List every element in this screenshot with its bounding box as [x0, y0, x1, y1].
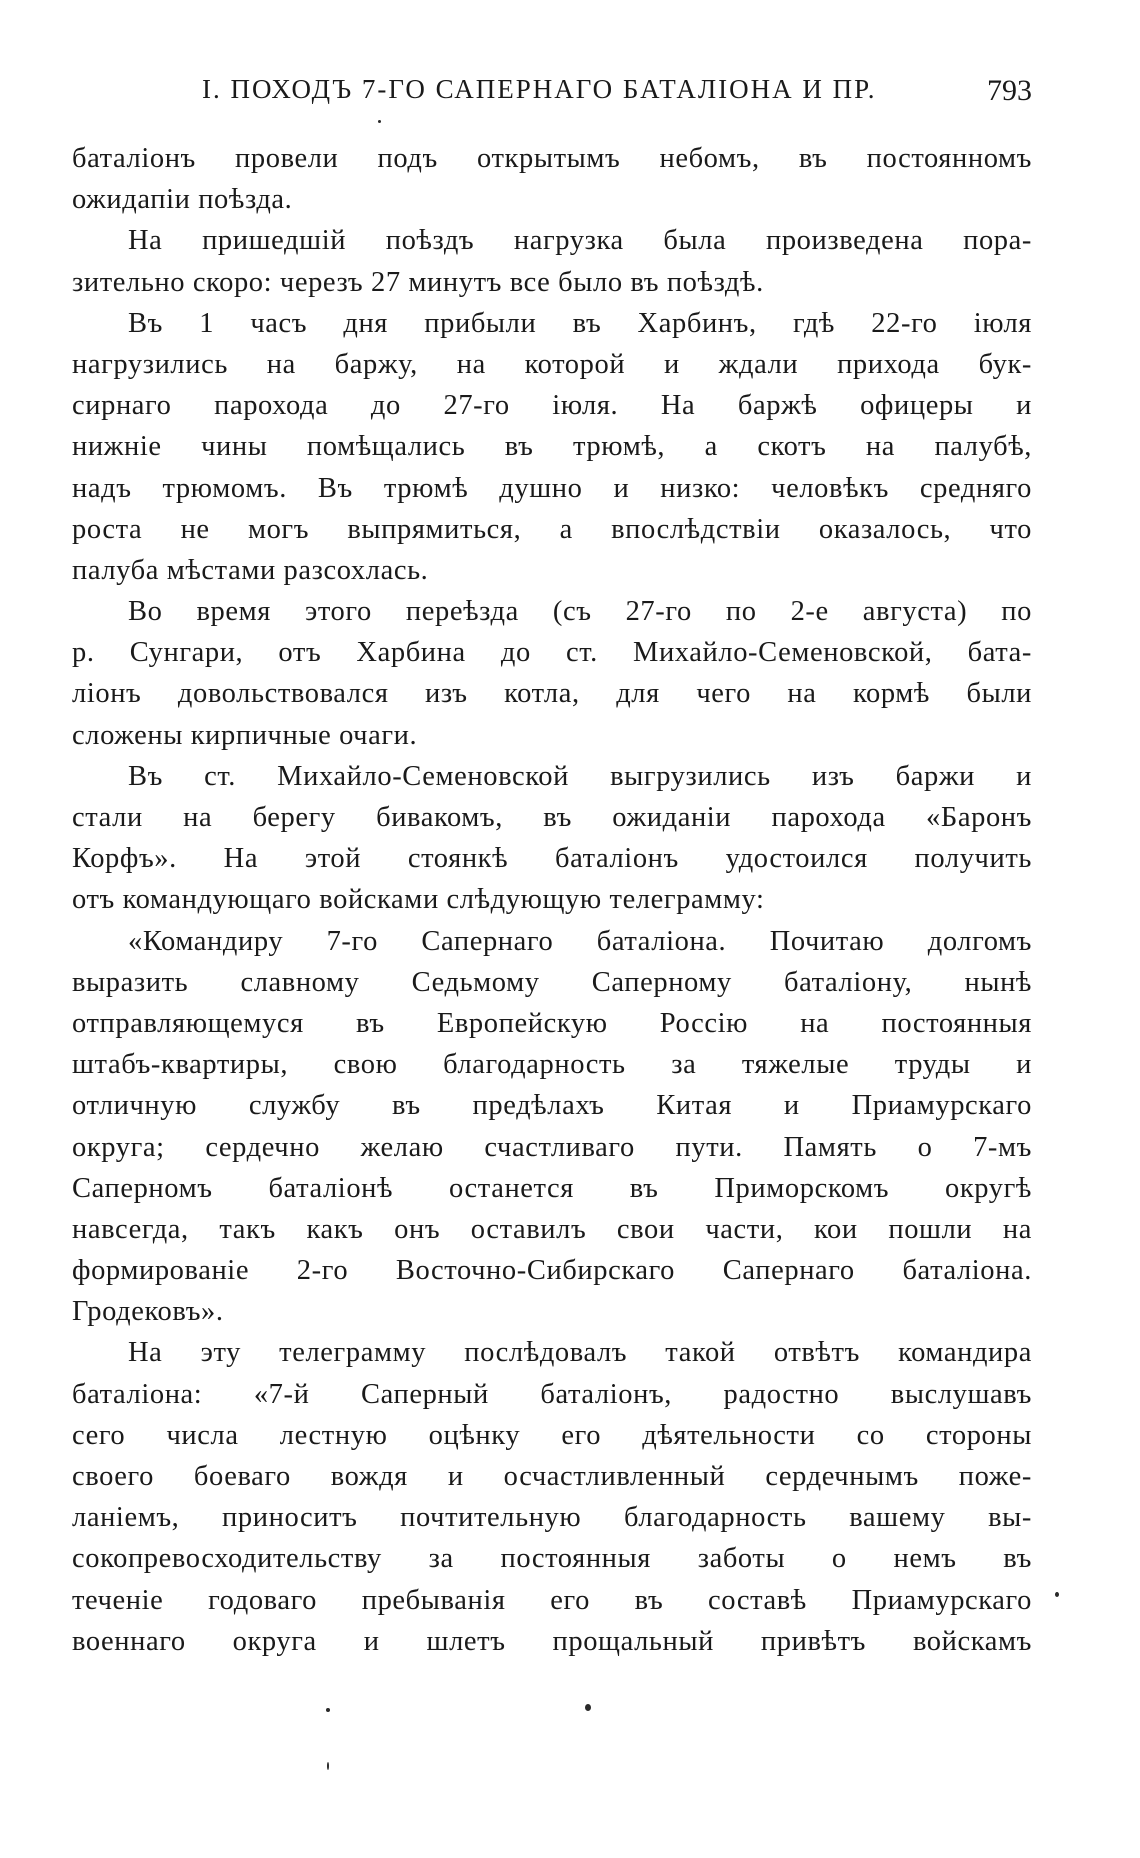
text-line: стали на берегу бивакомъ, въ ожиданіи парохода «Баронъ [72, 802, 1032, 833]
text-line: сего числа лестную оцѣнку его дѣятельности со стороны [72, 1419, 1032, 1451]
text-line: Въ ст. Михайло-Семеновской выгрузились изъ баржи и [128, 760, 1032, 792]
text-line: формированіе 2-го Восточно-Сибирскаго Сапернаго баталіона. [72, 1255, 1032, 1287]
text-line: баталіонъ провели подъ открытымъ небомъ, въ постоянномъ [72, 143, 1032, 174]
text-line: палуба мѣстами разсохлась. [72, 554, 429, 586]
scan-speck [327, 1762, 329, 1770]
text-line: надъ трюмомъ. Въ трюмѣ душно и низко: человѣкъ средняго [72, 472, 1032, 504]
scan-speck [378, 120, 381, 123]
page-number: 793 [987, 74, 1032, 107]
running-title: I. ПОХОДЪ 7-ГО САПЕРНАГО БАТАЛІОНА И ПР. [202, 74, 877, 104]
text-line: «Командиру 7-го Сапернаго баталіона. Почитаю долгомъ [128, 925, 1032, 957]
scan-speck [585, 1704, 591, 1711]
text-line: сложены кирпичные очаги. [72, 719, 418, 751]
text-line: нижніе чины помѣщались въ трюмѣ, а скотъ на палубѣ, [72, 431, 1032, 463]
text-line: ліонъ довольствовался изъ котла, для чего на кормѣ были [72, 678, 1032, 710]
text-line: ожидапіи поѣзда. [72, 184, 293, 216]
text-line: военнаго округа и шлетъ прощальный привѣтъ войскамъ [72, 1625, 1032, 1657]
text-line: ланіемъ, приноситъ почтительную благодарность вашему вы- [72, 1502, 1032, 1534]
text-line: р. Сунгари, отъ Харбина до ст. Михайло-Семеновской, бата- [72, 637, 1032, 669]
text-line: отправляющемуся въ Европейскую Россію на постоянныя [72, 1007, 1032, 1039]
text-line: своего боеваго вождя и осчастливленный сердечнымъ поже- [72, 1461, 1032, 1492]
text-line: штабъ-квартиры, свою благодарность за тяжелые труды и [72, 1049, 1032, 1081]
text-line: сокопревосходительству за постоянныя заботы о немъ въ [72, 1543, 1032, 1575]
text-line: На пришедшій поѣздъ нагрузка была произведена пора- [128, 225, 1032, 257]
scan-speck [326, 1708, 330, 1712]
running-head [72, 74, 1032, 114]
text-line: округа; сердечно желаю счастливаго пути. Память о 7-мъ [72, 1131, 1032, 1163]
text-line: Во время этого переѣзда (съ 27-го по 2-е августа) по [128, 596, 1032, 628]
text-line: сирнаго парохода до 27-го іюля. На баржѣ офицеры и [72, 390, 1032, 422]
text-line: роста не могъ выпрямиться, а впослѣдствіи оказалось, что [72, 513, 1032, 545]
text-line: Саперномъ баталіонѣ останется въ Приморскомъ округѣ [72, 1172, 1032, 1204]
text-line: зительно скоро: черезъ 27 минутъ все было въ поѣздѣ. [72, 266, 764, 298]
text-line: Гродековъ». [72, 1296, 224, 1328]
scan-speck [1055, 1592, 1059, 1597]
text-line: баталіона: «7-й Саперный баталіонъ, радостно выслушавъ [72, 1378, 1032, 1410]
text-line: отъ командующаго войсками слѣдующую телеграмму: [72, 884, 765, 916]
text-line: На эту телеграмму послѣдовалъ такой отвѣтъ командира [128, 1337, 1032, 1369]
text-line: нагрузились на баржу, на которой и ждали прихода бук- [72, 348, 1032, 380]
text-line: навсегда, такъ какъ онъ оставилъ свои части, кои пошли на [72, 1213, 1032, 1245]
text-line: теченіе годоваго пребыванія его въ составѣ Приамурскаго [72, 1584, 1032, 1616]
text-line: отличную службу въ предѣлахъ Китая и Приамурскаго [72, 1090, 1032, 1122]
text-line: Корфъ». На этой стоянкѣ баталіонъ удостоился получить [72, 843, 1032, 875]
text-line: выразить славному Седьмому Саперному баталіону, нынѣ [72, 966, 1032, 998]
text-line: Въ 1 часъ дня прибыли въ Харбинъ, гдѣ 22-го іюля [128, 307, 1032, 339]
body-text [72, 138, 1032, 1662]
